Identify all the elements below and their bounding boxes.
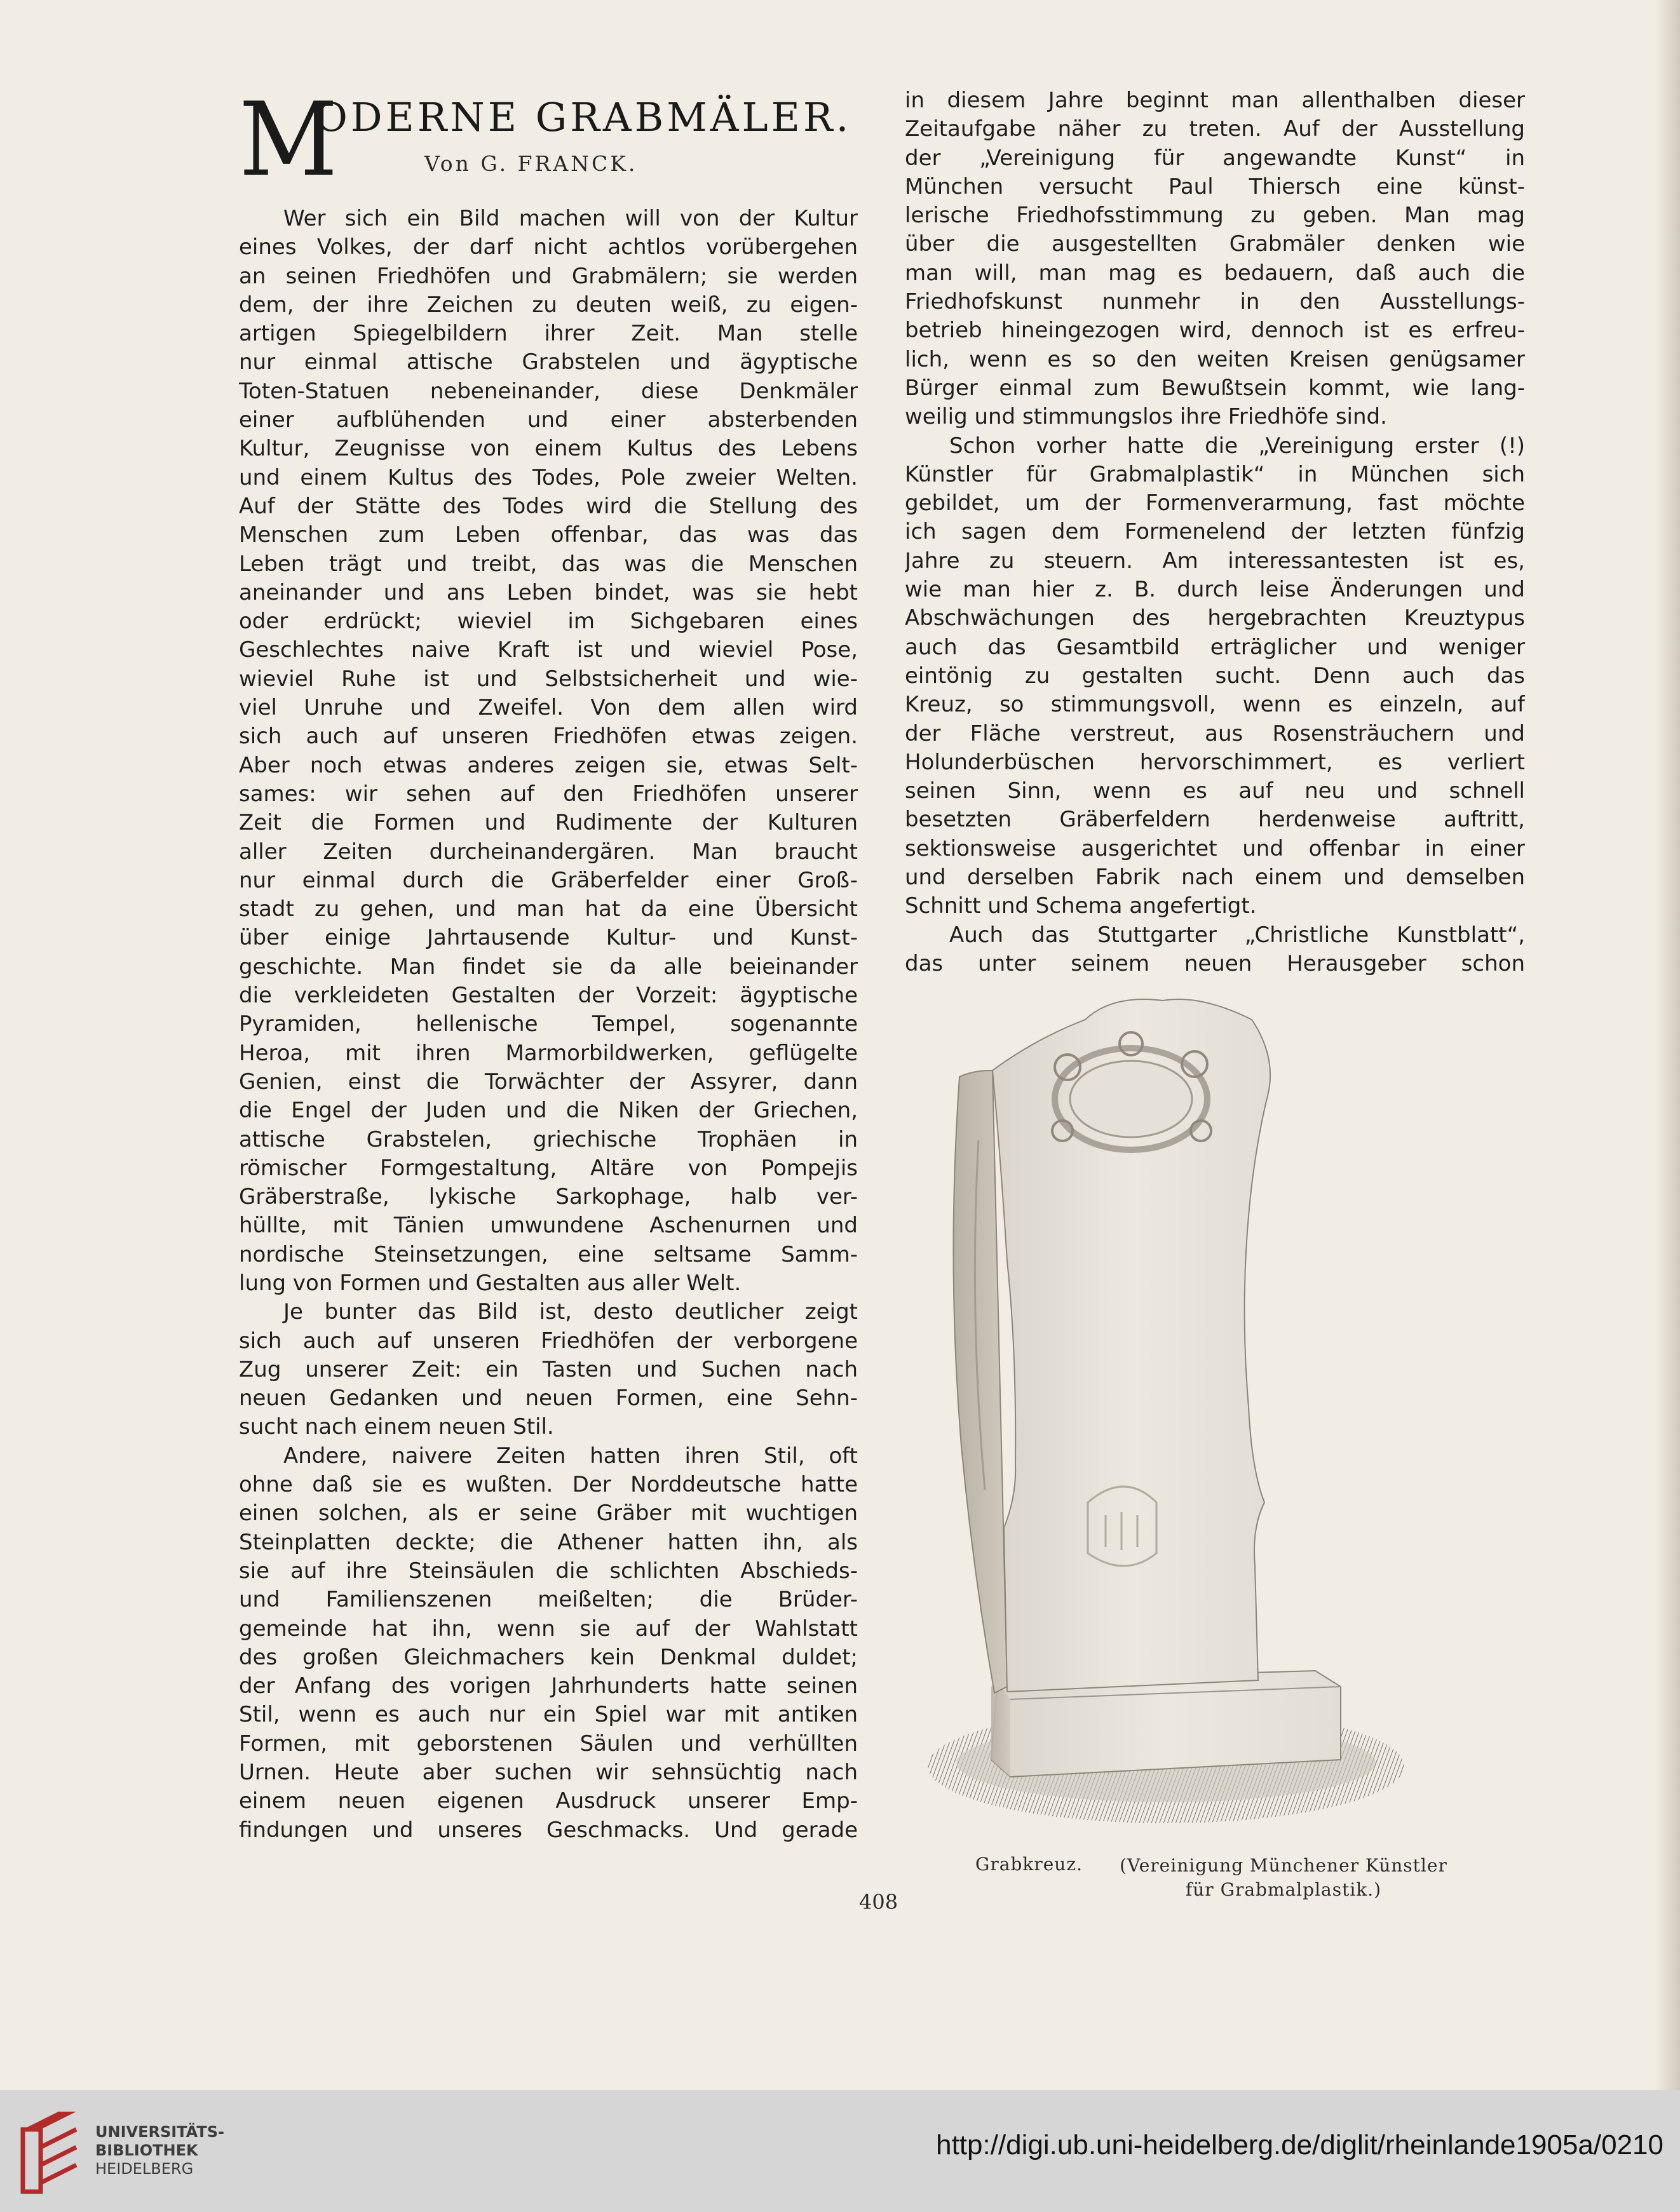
text-line: Abschwächungen des hergebrachten Kreuztypus: [905, 605, 1525, 631]
library-logo-icon[interactable]: [18, 2109, 81, 2194]
text-line: wie man hier z. B. durch leise Änderungen und: [905, 577, 1525, 603]
text-line: und Familienszenen meißelten; die Brüder-: [239, 1587, 858, 1613]
text-line: Schon vorher hatte die „Vereinigung erster (!): [949, 433, 1525, 459]
logo-line-city: HEIDELBERG: [95, 2160, 194, 2178]
text-line: Auch das Stuttgarter „Christliche Kunstblatt“,: [949, 922, 1525, 948]
text-line: betrieb hineingezogen wird, dennoch ist es erfreu-: [905, 318, 1525, 344]
text-line: besetzten Gräberfeldern herdenweise auftritt,: [905, 807, 1525, 833]
text-line: Kultur, Zeugnisse von einem Kultus des Lebens: [239, 436, 858, 462]
text-line: Kreuz, so stimmungsvoll, wenn es einzeln, auf: [905, 692, 1525, 718]
text-line: nordische Steinsetzungen, eine seltsame Samm-: [239, 1241, 858, 1267]
text-line: Je bunter das Bild ist, desto deutlicher zeigt: [283, 1299, 858, 1325]
text-line: römischer Formgestaltung, Altäre von Pompejis: [239, 1155, 858, 1181]
text-line: hüllte, mit Tänien umwundene Aschenurnen und: [239, 1213, 858, 1239]
logo-line-university: UNIVERSITÄTS-: [95, 2123, 225, 2141]
text-line: geschichte. Man findet sie da alle beieinander: [239, 954, 858, 980]
text-line: lerische Friedhofsstimmung zu geben. Man mag: [905, 203, 1525, 229]
left-text-column: [239, 205, 858, 1845]
text-line: sich auch auf unseren Friedhöfen der verborgene: [239, 1328, 858, 1354]
text-line: oder erdrückt; wieviel im Sichgebaren eines: [239, 609, 858, 635]
text-line: Formen, mit geborstenen Säulen und verhüllten: [239, 1730, 858, 1757]
text-line: sames: wir sehen auf den Friedhöfen unserer: [239, 781, 858, 807]
text-line: Zug unserer Zeit: ein Tasten und Suchen nach: [239, 1356, 858, 1382]
text-line: findungen und unseres Geschmacks. Und gerade: [239, 1817, 858, 1843]
article-title: ODERNE GRABMÄLER.: [315, 94, 852, 140]
text-line: Pyramiden, hellenische Tempel, sogenannte: [239, 1011, 858, 1037]
text-line: Friedhofskunst nunmehr in den Ausstellungs-: [905, 289, 1525, 315]
text-line: Zeit die Formen und Rudimente der Kulturen: [239, 810, 858, 836]
text-line: Toten-Statuen nebeneinander, diese Denkmäler: [239, 378, 858, 404]
right-text-column: [905, 86, 1525, 978]
text-line: an seinen Friedhöfen und Grabmälern; sie werden: [239, 263, 858, 289]
text-line: artigen Spiegelbildern ihrer Zeit. Man stelle: [239, 321, 858, 347]
text-line: auch das Gesamtbild erträglicher und weniger: [905, 634, 1525, 660]
page-edge-shadow: [1655, 0, 1680, 2090]
text-line: viel Unruhe und Zweifel. Von dem allen wird: [239, 695, 858, 721]
article-byline: Von G. FRANCK.: [424, 151, 638, 176]
text-line: sie auf ihre Steinsäulen die schlichten Abschieds-: [239, 1558, 858, 1584]
text-line: Geschlechtes naive Kraft ist und wieviel Pose,: [239, 637, 858, 663]
text-line: lung von Formen und Gestalten aus aller Welt.: [239, 1270, 742, 1296]
text-line: einem neuen eigenen Ausdruck unserer Emp-: [239, 1788, 858, 1814]
text-line: gebildet, um der Formenverarmung, fast möchte: [905, 490, 1525, 516]
text-line: über die ausgestellten Grabmäler denken wie: [905, 231, 1525, 257]
permalink-url[interactable]: http://digi.ub.uni-heidelberg.de/diglit/rheinlande1905a/0210: [936, 2129, 1663, 2161]
text-line: Schnitt und Schema angefertigt.: [905, 893, 1257, 919]
text-line: Holunderbüschen hervorschimmert, es verliert: [905, 749, 1525, 775]
text-line: einer aufblühenden und einer absterbenden: [239, 407, 858, 433]
figure-caption-text: (Vereinigung Münchener Künstler für Grabmalplastik.): [1120, 1855, 1447, 1900]
gravestone-illustration: [921, 994, 1407, 1842]
text-line: die verkleideten Gestalten der Vorzeit: ägyptische: [239, 983, 858, 1009]
text-line: nur einmal durch die Gräberfelder einer Groß-: [239, 867, 858, 893]
text-line: das unter seinem neuen Herausgeber schon: [905, 950, 1525, 976]
text-line: stadt zu gehen, und man hat da eine Übersicht: [239, 896, 858, 922]
text-line: Stil, wenn es auch nur ein Spiel war mit antiken: [239, 1702, 858, 1728]
text-line: und einem Kultus des Todes, Pole zweier Welten.: [239, 464, 858, 490]
text-line: der „Vereinigung für angewandte Kunst“ in: [905, 145, 1525, 171]
text-line: seinen Sinn, wenn es auf neu und schnell: [905, 778, 1525, 804]
text-line: eines Volkes, der darf nicht achtlos vorübergehen: [239, 234, 858, 260]
text-line: Künstler für Grabmalplastik“ in München sich: [905, 461, 1525, 487]
text-line: Wer sich ein Bild machen will von der Kultur: [283, 206, 858, 231]
text-line: sich auch auf unseren Friedhöfen etwas zeigen.: [239, 724, 858, 750]
text-line: nur einmal attische Grabstelen und ägyptische: [239, 349, 858, 375]
text-line: der Anfang des vorigen Jahrhunderts hatte seinen: [239, 1673, 858, 1699]
text-line: Auf der Stätte des Todes wird die Stellung des: [239, 493, 858, 519]
text-line: Steinplatten deckte; die Athener hatten ihn, als: [239, 1529, 858, 1555]
text-line: München versucht Paul Thiersch eine künst-: [905, 173, 1525, 199]
text-line: wieviel Ruhe ist und Selbstsicherheit und wie-: [239, 666, 858, 692]
text-line: des großen Gleichmachers kein Denkmal duldet;: [239, 1644, 858, 1670]
library-logo-text: [95, 2123, 224, 2178]
figure-caption-label: Grabkreuz.: [975, 1854, 1083, 1875]
text-line: Andere, naivere Zeiten hatten ihren Stil, oft: [283, 1443, 858, 1469]
text-line: man will, man mag es bedauern, daß auch die: [905, 260, 1525, 286]
text-line: und derselben Fabrik nach einem und demselben: [905, 865, 1525, 891]
text-line: weilig und stimmungslos ihre Friedhöfe sind.: [905, 404, 1387, 430]
text-line: sucht nach einem neuen Stil.: [239, 1414, 554, 1440]
text-line: aneinander und ans Leben bindet, was sie hebt: [239, 579, 858, 605]
text-line: aller Zeiten durcheinandergären. Man braucht: [239, 839, 858, 865]
text-line: ohne daß sie es wußten. Der Norddeutsche hatte: [239, 1472, 858, 1498]
text-line: die Engel der Juden und die Niken der Griechen,: [239, 1098, 858, 1124]
logo-line-library: BIBLIOTHEK: [95, 2141, 198, 2159]
text-line: eintönig zu gestalten sucht. Denn auch das: [905, 663, 1525, 689]
text-line: Jahre zu steuern. Am interessantesten ist es,: [905, 548, 1525, 574]
text-line: Gräberstraße, lykische Sarkophage, halb ver-: [239, 1184, 858, 1210]
gravestone-engraving: [921, 994, 1407, 1842]
text-line: der Fläche verstreut, aus Rosensträuchern und: [905, 720, 1525, 746]
text-line: Heroa, mit ihren Marmorbildwerken, geflügelte: [239, 1040, 858, 1066]
text-line: neuen Gedanken und neuen Formen, eine Sehn-: [239, 1386, 858, 1412]
page-number: 408: [859, 1890, 898, 1914]
text-line: Leben trägt und treibt, das was die Menschen: [239, 551, 858, 577]
text-line: Urnen. Heute aber suchen wir sehnsüchtig nach: [239, 1760, 858, 1786]
text-line: ich sagen dem Formenelend der letzten fünfzig: [905, 519, 1525, 545]
text-line: Genien, einst die Torwächter der Assyrer, dann: [239, 1069, 858, 1095]
text-line: attische Grabstelen, griechische Trophäen in: [239, 1126, 858, 1152]
library-footer-bar: [0, 2090, 1680, 2212]
text-line: lich, wenn es so den weiten Kreisen genügsamer: [905, 346, 1525, 372]
text-line: Zeitaufgabe näher zu treten. Auf der Ausstellung: [905, 116, 1525, 142]
text-line: dem, der ihre Zeichen zu deuten weiß, zu eigen-: [239, 292, 858, 318]
text-line: über einige Jahrtausende Kultur- und Kunst-: [239, 925, 858, 951]
text-line: gemeinde hat ihn, wenn sie auf der Wahlstatt: [239, 1615, 858, 1642]
text-line: in diesem Jahre beginnt man allenthalben dieser: [905, 88, 1525, 113]
text-line: sektionsweise ausgerichtet und offenbar in einer: [905, 835, 1525, 861]
text-line: Aber noch etwas anderes zeigen sie, etwas Selt-: [239, 752, 858, 778]
title-drop-cap: M: [239, 80, 338, 199]
text-line: einen solchen, als er seine Gräber mit wuchtigen: [239, 1501, 858, 1527]
text-line: Bürger einmal zum Bewußtsein kommt, wie lang-: [905, 375, 1525, 401]
article-title-block: [239, 80, 852, 199]
text-line: Menschen zum Leben offenbar, das was das: [239, 522, 858, 548]
